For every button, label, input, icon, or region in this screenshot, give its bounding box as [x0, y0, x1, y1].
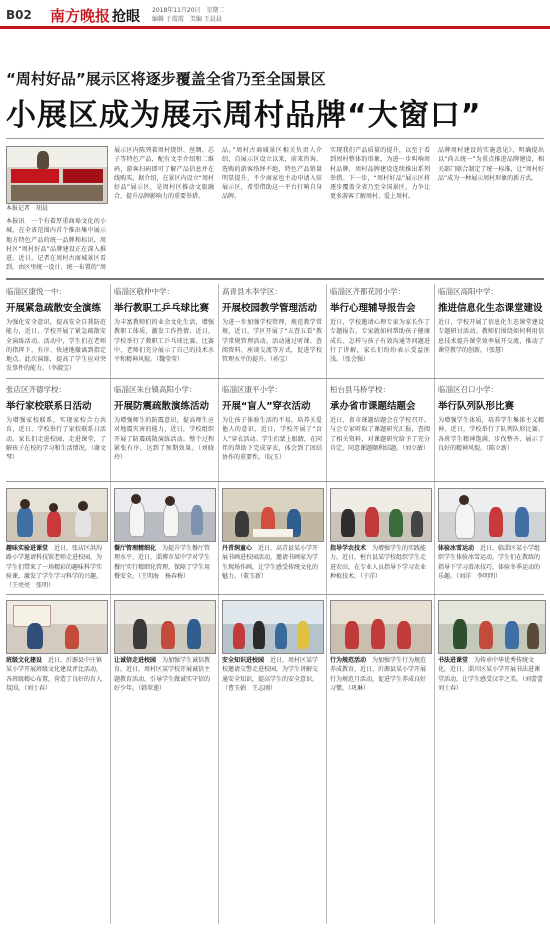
news-photo: [114, 600, 216, 654]
news-photo: [6, 488, 108, 542]
brief-text: 为增强家校联系，实现家校合力共育，近日，学校举行了家校联系日活动。家长们走进校园，走进课堂，了解孩子在校的学习和生活情况。（谢文琴）: [6, 417, 106, 462]
caption-text: 为加强学生行为规范养成教育，近日，沂源县某小学开展行为规范月活动，促进学生养成良好习惯。（巩琳）: [330, 657, 427, 692]
brief-item: [330, 384, 430, 476]
news-photo: [222, 600, 324, 654]
lead-photo-caption: 本报记者 胡晨: [6, 205, 49, 212]
brief-dept: 临淄区齐都花园小学：: [330, 287, 405, 296]
lead-kicker: “周村好品”展示区将逐步覆盖全省乃至全国景区: [6, 70, 326, 88]
brief-title: 举行教职工乒乓球比赛: [114, 303, 210, 314]
caption-title: 行为规范活动: [330, 657, 367, 664]
lead-col-1: [6, 217, 106, 272]
lead-paragraph: 本报讯 一个有着厚重商埠文化的小城，在全省范围内首个推出集中展示地方特色产品的统一品牌和标识，周村区“周村好品”品牌建设正在深入推进。近日，记者在周村古商城景区看到，由区里统一设计、统一布置的“周: [6, 218, 106, 272]
brief-item: [222, 286, 322, 374]
brief-dept: 高青县木李学区：: [222, 287, 282, 296]
divider: [6, 378, 544, 379]
news-photo: [330, 488, 432, 542]
caption-title: 餐厅管理精细化: [114, 545, 157, 552]
brief-item: [438, 286, 544, 374]
lead-paragraph: 实现我们产品质量的提升，以至于看到周村整体的形象，为进一步叫响周村品牌，周村品牌建设连续推出系列举措。下一步，“周村好品”展示区将逐步覆盖全省乃至全国景区，力争让更多游客了解周村、爱上周村。: [330, 147, 430, 201]
brief-title: 推进信息化生态课堂建设: [438, 303, 543, 314]
page-number: B02: [6, 8, 32, 22]
brief-title: 开展防震疏散演练活动: [114, 401, 210, 412]
news-photo: [438, 488, 546, 542]
brief-item: [6, 384, 106, 476]
caption-title: 书法进课堂: [438, 657, 469, 664]
brief-item: [330, 286, 430, 374]
brief-item: [438, 384, 544, 476]
lead-col-3: [222, 146, 322, 272]
brief-text: 为增强师生的防震意识，提高师生应对地震灾害的能力，近日，学校组织开展了防震疏散演练活动。整个过程紧张有序，达到了预期效果。（刘晓玲）: [114, 417, 214, 462]
column-rule: [110, 284, 111, 924]
lead-headline: 小展区成为展示周村品牌“大窗口”: [6, 98, 482, 133]
divider: [6, 278, 544, 280]
caption-text: 为增强学生的实践能力，近日，桓台县某学校组织学生走进农田，在专业人员指导下学习农业种植技术。（于洋）: [330, 545, 427, 580]
brief-text: 近日，学校邀请心理专家为家长作了专题报告，专家就如何帮助孩子健康成长、怎样与孩子有效沟通等问题进行了讲解，家长们纷纷表示受益匪浅。（张会强）: [330, 319, 430, 364]
caption-text: 近日，沂源县中庄镇某小学开展班级文化建设评比活动，各班级精心布置，营造了良好的育人氛围。（刘士春）: [6, 657, 103, 692]
column-rule: [434, 284, 435, 924]
photo-caption: [114, 656, 214, 702]
brief-title: 举行队列队形比赛: [438, 401, 515, 412]
header-rule: [0, 26, 550, 29]
caption-text: 近日，张店区洪沟路小学邀请科技馆老师走进校园，为学生们带来了一场精彩的趣味科学实验课，激发了学生学习科学的兴趣。（王亮亮 张明）: [6, 545, 103, 590]
lead-col-2: [114, 146, 214, 272]
lead-paragraph: 品。”周村古商城景区相关负责人介绍，自展示区设立以来，前来咨询、选购的游客络绎不绝，特色产品销量明显提升，不少商家也主动申请入驻展示区，希望借助这一平台打响自身品牌。: [222, 147, 322, 201]
divider: [6, 594, 544, 595]
caption-text: 近日，高青县某小学开展书画进校园活动，邀请书画家为学生现场作画，让学生感受传统文化的魅力。（董玉新）: [222, 545, 319, 580]
brief-item: [114, 286, 214, 374]
news-photo: [114, 488, 216, 542]
lead-col-5: [438, 146, 544, 272]
brief-dept: 张店区齐德学校：: [6, 385, 66, 394]
brief-dept: 临淄区朱台镇高阳小学：: [114, 385, 197, 394]
divider: [6, 138, 544, 139]
caption-text: 近日，临淄区某小学组织学生体验冰雪运动，学生们在教练的指导下学习滑冰技巧，体验冬季运动的乐趣。（刘洋 李明明）: [438, 545, 541, 580]
brief-title: 举行家校联系日活动: [6, 401, 92, 412]
lead-photo: [6, 146, 108, 204]
caption-title: 让诚信走进校园: [114, 657, 157, 664]
photo-caption: [6, 656, 106, 702]
brief-title: 开展“盲人”穿衣活动: [222, 401, 311, 412]
brief-dept: 临淄区高阳中学：: [438, 287, 498, 296]
brief-dept: 临淄区康平小学：: [222, 385, 282, 394]
photo-caption: [222, 656, 322, 702]
caption-title: 丹青润童心: [222, 545, 253, 552]
brief-item: [114, 384, 214, 476]
caption-text: 为加强学生诚信教育，近日，周村区某学校开展诚信主题教育活动，引导学生做诚实守信的好少年。（韩翠莲）: [114, 657, 211, 692]
brief-text: 为进一步加强学校管理，规范教学常规，近日，学区开展了“五查五看”教学常规管理活动。活动通过听课、查阅资料、座谈交流等方式，促进学校管理水平的提升。（孙宝）: [222, 319, 322, 364]
brief-text: 为让孩子体验生活的不易，培养关爱他人的意识，近日，学校开展了“盲人”穿衣活动。学生们蒙上眼睛，在同伴的帮助下完成穿衣，体会到了团结协作的重要性。（阮玉）: [222, 417, 322, 462]
brief-text: 近日，省市课题结题会在学校召开。与会专家听取了课题研究汇报，查阅了相关资料，对课题研究给予了充分肯定，同意课题顺利结题。（刘立敏）: [330, 417, 430, 452]
brief-dept: 临淄区康悦一中：: [6, 287, 66, 296]
caption-text: 为提升学生餐厅管理水平，近日，淄博市某中学对学生餐厅实行精细化管理，保障了学生用餐安全。（王明海 杨春梅）: [114, 545, 211, 580]
caption-text: 为传承中华优秀传统文化，近日，淄川区某小学开展书法进课堂活动，让学生感受汉字之美。（刘蕾蕾 刘士春）: [438, 657, 544, 692]
brief-text: 为增强学生体质，培养学生集体主义精神，近日，学校举行了队列队形比赛。各班学生精神饱满、步伐整齐，展示了良好的精神风貌。（陈立新）: [438, 417, 544, 452]
caption-text: 近日，周村区某学校邀请交警走进校园，为学生讲解交通安全知识，提高学生的安全意识。（曹玉娟 王志刚）: [222, 657, 319, 692]
brief-dept: 临淄区敬仲中学：: [114, 287, 174, 296]
brief-dept: 桓台县马桥学校：: [330, 385, 390, 394]
news-photo: [222, 488, 324, 542]
photo-caption: [6, 544, 106, 590]
lead-photo-caption-box: [6, 204, 106, 214]
page-header: [0, 0, 550, 26]
brief-title: 开展校园教学管理活动: [222, 303, 318, 314]
photo-caption: [330, 656, 430, 702]
news-photo: [6, 600, 108, 654]
brief-title: 承办省市课题结题会: [330, 401, 416, 412]
section-name: 抢眼: [112, 9, 140, 25]
divider: [6, 481, 544, 482]
date-line: 2018年11月20日 星期二: [152, 7, 225, 14]
brief-title: 开展紧急疏散安全演练: [6, 303, 102, 314]
caption-title: 指导学农技术: [330, 545, 367, 552]
brief-dept: 临淄区召口小学：: [438, 385, 498, 394]
column-rule: [326, 284, 327, 924]
lead-col-4: [330, 146, 430, 272]
caption-title: 班级文化建设: [6, 657, 43, 664]
brief-text: 近日，学校开展了信息化生态课堂建设专题研讨活动。教师们围绕如何利用信息技术提升课堂效率展开交流，推动了课堂教学的创新。（张慧）: [438, 319, 544, 354]
brief-item: [222, 384, 322, 476]
brief-text: 为丰富教师们的业余文化生活，增强教职工体质，激发工作热情，近日，学校举行了教职工乒乓球比赛。比赛中，老师们充分展示了自己的技术水平和精神风貌。（魏莹莹）: [114, 319, 214, 364]
news-photo: [438, 600, 546, 654]
caption-title: 体验冰雪运动: [438, 545, 475, 552]
caption-title: 趣味实验进课堂: [6, 545, 49, 552]
photo-caption: [438, 656, 544, 702]
masthead: 南方晚报: [50, 7, 111, 25]
caption-title: 安全知识进校园: [222, 657, 265, 664]
photo-caption: [222, 544, 322, 590]
brief-item: [6, 286, 106, 374]
lead-paragraph: 品牌周村建设的实施意见》，明确提出以“尚五统一”为重点推进品牌建设，相关部门联合制定了统一标准，让“周村好品”成为一种展示周村形象的新方式。: [438, 147, 544, 182]
news-photo: [330, 600, 432, 654]
editor-line: 编辑 于霞霞 美编 王晨晨: [152, 16, 222, 23]
photo-caption: [330, 544, 430, 590]
column-rule: [218, 284, 219, 924]
photo-caption: [114, 544, 214, 590]
brief-title: 举行心理辅导报告会: [330, 303, 416, 314]
lead-paragraph: 展示区内陈列着周村烧饼、丝绸、芯子等特色产品，配有文字介绍和二维码，游客扫码即可了解产品信息并在线购买。据介绍，在景区内设立“周村好品”展示区，是周村区推动文旅融合、提升品牌影响力的重要举措。: [114, 147, 214, 201]
photo-caption: [438, 544, 544, 590]
brief-text: 为强化安全意识，提高安全自我防范能力，近日，学校开展了紧急疏散安全演练活动。活动中，学生们在老师的指挥下，有序、快速地撤离到指定地点。此次演练，提高了学生应对突发事件的能力。（李淑宝）: [6, 319, 106, 373]
